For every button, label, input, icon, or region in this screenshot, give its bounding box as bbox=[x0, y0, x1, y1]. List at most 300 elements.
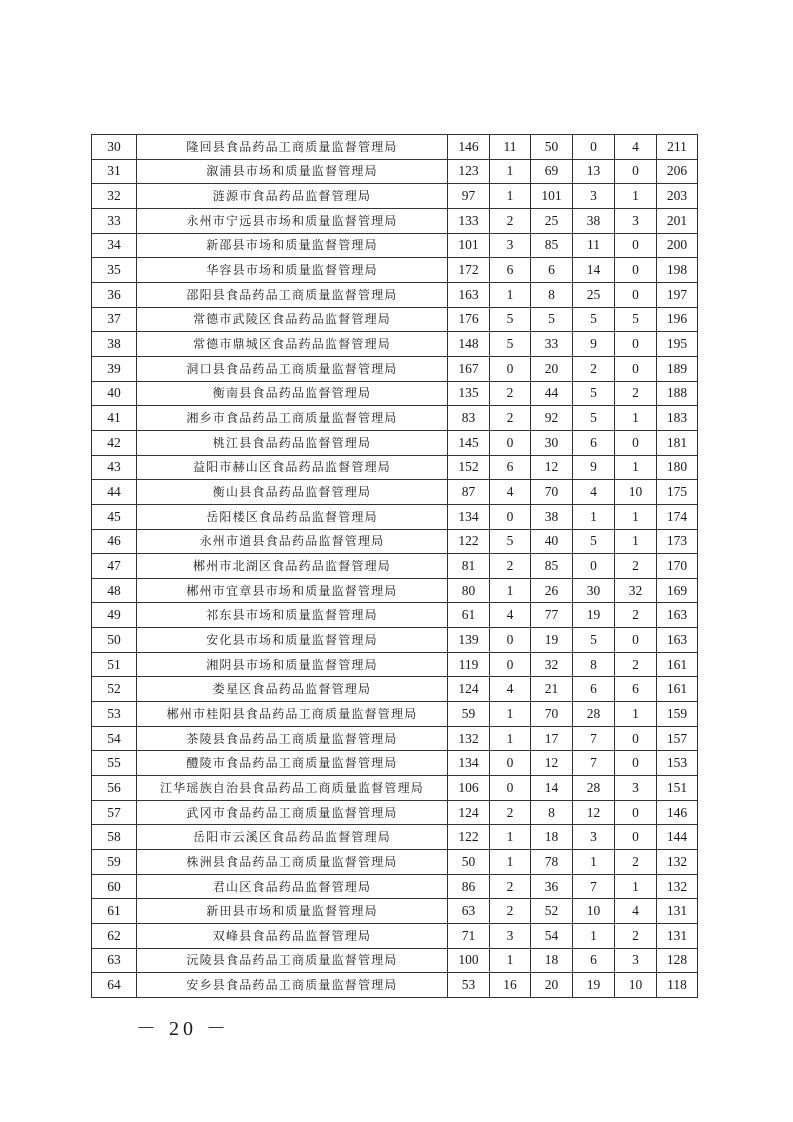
table-row bbox=[92, 455, 698, 480]
table-row bbox=[92, 307, 698, 332]
cell-col-e: 1 bbox=[615, 184, 657, 209]
cell-col-c: 12 bbox=[531, 455, 573, 480]
cell-col-c: 8 bbox=[531, 800, 573, 825]
cell-col-d: 2 bbox=[573, 356, 615, 381]
cell-col-b: 1 bbox=[490, 159, 531, 184]
cell-agency-name: 安化县市场和质量监督管理局 bbox=[137, 628, 448, 653]
cell-col-c: 20 bbox=[531, 973, 573, 998]
cell-col-b: 0 bbox=[490, 356, 531, 381]
cell-col-d: 28 bbox=[573, 702, 615, 727]
cell-col-c: 70 bbox=[531, 480, 573, 505]
table-row bbox=[92, 628, 698, 653]
cell-col-a: 134 bbox=[448, 751, 490, 776]
cell-total: 131 bbox=[657, 924, 698, 949]
cell-row-index: 54 bbox=[92, 726, 137, 751]
cell-row-index: 47 bbox=[92, 554, 137, 579]
cell-col-c: 19 bbox=[531, 628, 573, 653]
cell-total: 196 bbox=[657, 307, 698, 332]
cell-col-a: 167 bbox=[448, 356, 490, 381]
cell-col-c: 32 bbox=[531, 652, 573, 677]
cell-col-c: 85 bbox=[531, 233, 573, 258]
cell-col-b: 1 bbox=[490, 726, 531, 751]
cell-col-e: 3 bbox=[615, 776, 657, 801]
cell-col-b: 2 bbox=[490, 381, 531, 406]
cell-row-index: 57 bbox=[92, 800, 137, 825]
cell-row-index: 42 bbox=[92, 430, 137, 455]
cell-col-b: 0 bbox=[490, 628, 531, 653]
cell-row-index: 45 bbox=[92, 504, 137, 529]
cell-col-a: 83 bbox=[448, 406, 490, 431]
cell-total: 159 bbox=[657, 702, 698, 727]
cell-row-index: 53 bbox=[92, 702, 137, 727]
cell-agency-name: 江华瑶族自治县食品药品工商质量监督管理局 bbox=[137, 776, 448, 801]
cell-col-a: 122 bbox=[448, 825, 490, 850]
cell-agency-name: 新田县市场和质量监督管理局 bbox=[137, 899, 448, 924]
table-row bbox=[92, 948, 698, 973]
cell-agency-name: 永州市道县食品药品监督管理局 bbox=[137, 529, 448, 554]
cell-col-e: 1 bbox=[615, 702, 657, 727]
cell-total: 195 bbox=[657, 332, 698, 357]
cell-row-index: 60 bbox=[92, 874, 137, 899]
cell-col-b: 0 bbox=[490, 430, 531, 455]
cell-col-e: 1 bbox=[615, 874, 657, 899]
cell-col-c: 52 bbox=[531, 899, 573, 924]
cell-col-b: 2 bbox=[490, 406, 531, 431]
table-body bbox=[92, 135, 698, 998]
cell-col-b: 1 bbox=[490, 184, 531, 209]
cell-agency-name: 君山区食品药品监督管理局 bbox=[137, 874, 448, 899]
cell-col-a: 124 bbox=[448, 800, 490, 825]
cell-col-d: 6 bbox=[573, 430, 615, 455]
table-row bbox=[92, 726, 698, 751]
cell-col-e: 2 bbox=[615, 554, 657, 579]
cell-total: 173 bbox=[657, 529, 698, 554]
table-row bbox=[92, 381, 698, 406]
cell-row-index: 31 bbox=[92, 159, 137, 184]
cell-total: 201 bbox=[657, 208, 698, 233]
cell-col-d: 0 bbox=[573, 554, 615, 579]
table-row bbox=[92, 430, 698, 455]
cell-total: 198 bbox=[657, 258, 698, 283]
cell-col-d: 1 bbox=[573, 504, 615, 529]
cell-col-d: 5 bbox=[573, 529, 615, 554]
cell-col-c: 26 bbox=[531, 578, 573, 603]
table-row bbox=[92, 332, 698, 357]
cell-row-index: 50 bbox=[92, 628, 137, 653]
cell-col-a: 100 bbox=[448, 948, 490, 973]
cell-col-a: 119 bbox=[448, 652, 490, 677]
cell-col-d: 3 bbox=[573, 184, 615, 209]
cell-col-d: 7 bbox=[573, 874, 615, 899]
cell-agency-name: 洞口县食品药品工商质量监督管理局 bbox=[137, 356, 448, 381]
cell-agency-name: 郴州市桂阳县食品药品工商质量监督管理局 bbox=[137, 702, 448, 727]
cell-agency-name: 常德市鼎城区食品药品监督管理局 bbox=[137, 332, 448, 357]
table-row bbox=[92, 776, 698, 801]
cell-col-d: 4 bbox=[573, 480, 615, 505]
cell-col-c: 69 bbox=[531, 159, 573, 184]
cell-agency-name: 益阳市赫山区食品药品监督管理局 bbox=[137, 455, 448, 480]
table-row bbox=[92, 751, 698, 776]
cell-agency-name: 邵阳县食品药品工商质量监督管理局 bbox=[137, 282, 448, 307]
cell-col-e: 3 bbox=[615, 948, 657, 973]
cell-total: 163 bbox=[657, 628, 698, 653]
cell-total: 211 bbox=[657, 135, 698, 160]
cell-col-c: 21 bbox=[531, 677, 573, 702]
table-row bbox=[92, 258, 698, 283]
cell-total: 200 bbox=[657, 233, 698, 258]
cell-col-c: 25 bbox=[531, 208, 573, 233]
cell-col-b: 0 bbox=[490, 504, 531, 529]
cell-col-e: 6 bbox=[615, 677, 657, 702]
page-number: － 20 － bbox=[136, 1018, 230, 1040]
cell-total: 163 bbox=[657, 603, 698, 628]
cell-col-c: 85 bbox=[531, 554, 573, 579]
cell-col-b: 5 bbox=[490, 529, 531, 554]
cell-col-a: 59 bbox=[448, 702, 490, 727]
cell-col-c: 54 bbox=[531, 924, 573, 949]
cell-col-c: 101 bbox=[531, 184, 573, 209]
cell-col-d: 0 bbox=[573, 135, 615, 160]
cell-col-a: 123 bbox=[448, 159, 490, 184]
cell-col-d: 28 bbox=[573, 776, 615, 801]
cell-col-a: 63 bbox=[448, 899, 490, 924]
cell-total: 161 bbox=[657, 677, 698, 702]
cell-row-index: 30 bbox=[92, 135, 137, 160]
cell-col-a: 87 bbox=[448, 480, 490, 505]
cell-agency-name: 株洲县食品药品工商质量监督管理局 bbox=[137, 850, 448, 875]
cell-col-a: 145 bbox=[448, 430, 490, 455]
cell-col-d: 5 bbox=[573, 381, 615, 406]
cell-col-a: 61 bbox=[448, 603, 490, 628]
table-row bbox=[92, 899, 698, 924]
cell-agency-name: 醴陵市食品药品工商质量监督管理局 bbox=[137, 751, 448, 776]
cell-total: 197 bbox=[657, 282, 698, 307]
cell-col-a: 101 bbox=[448, 233, 490, 258]
cell-col-e: 4 bbox=[615, 899, 657, 924]
cell-col-d: 5 bbox=[573, 307, 615, 332]
cell-col-e: 0 bbox=[615, 800, 657, 825]
cell-col-b: 0 bbox=[490, 776, 531, 801]
cell-total: 169 bbox=[657, 578, 698, 603]
cell-agency-name: 岳阳市云溪区食品药品监督管理局 bbox=[137, 825, 448, 850]
table-row bbox=[92, 135, 698, 160]
cell-col-e: 1 bbox=[615, 504, 657, 529]
cell-total: 132 bbox=[657, 874, 698, 899]
cell-col-d: 13 bbox=[573, 159, 615, 184]
table-row bbox=[92, 406, 698, 431]
table-row bbox=[92, 677, 698, 702]
cell-col-a: 148 bbox=[448, 332, 490, 357]
cell-col-a: 132 bbox=[448, 726, 490, 751]
cell-col-a: 122 bbox=[448, 529, 490, 554]
cell-col-e: 0 bbox=[615, 825, 657, 850]
cell-col-e: 0 bbox=[615, 332, 657, 357]
cell-col-e: 0 bbox=[615, 430, 657, 455]
cell-col-c: 12 bbox=[531, 751, 573, 776]
cell-col-a: 53 bbox=[448, 973, 490, 998]
cell-col-a: 80 bbox=[448, 578, 490, 603]
cell-col-b: 6 bbox=[490, 455, 531, 480]
cell-col-d: 25 bbox=[573, 282, 615, 307]
cell-row-index: 44 bbox=[92, 480, 137, 505]
cell-total: 183 bbox=[657, 406, 698, 431]
cell-col-c: 5 bbox=[531, 307, 573, 332]
cell-col-a: 135 bbox=[448, 381, 490, 406]
cell-col-a: 81 bbox=[448, 554, 490, 579]
cell-agency-name: 永州市宁远县市场和质量监督管理局 bbox=[137, 208, 448, 233]
cell-col-a: 97 bbox=[448, 184, 490, 209]
cell-agency-name: 隆回县食品药品工商质量监督管理局 bbox=[137, 135, 448, 160]
cell-total: 157 bbox=[657, 726, 698, 751]
cell-col-e: 1 bbox=[615, 455, 657, 480]
table-row bbox=[92, 184, 698, 209]
cell-total: 144 bbox=[657, 825, 698, 850]
cell-total: 181 bbox=[657, 430, 698, 455]
cell-col-b: 1 bbox=[490, 825, 531, 850]
cell-total: 118 bbox=[657, 973, 698, 998]
cell-col-e: 32 bbox=[615, 578, 657, 603]
cell-col-e: 4 bbox=[615, 135, 657, 160]
cell-col-b: 1 bbox=[490, 948, 531, 973]
cell-col-c: 92 bbox=[531, 406, 573, 431]
table-row bbox=[92, 480, 698, 505]
cell-agency-name: 新邵县市场和质量监督管理局 bbox=[137, 233, 448, 258]
cell-row-index: 43 bbox=[92, 455, 137, 480]
cell-col-c: 20 bbox=[531, 356, 573, 381]
cell-agency-name: 茶陵县食品药品工商质量监督管理局 bbox=[137, 726, 448, 751]
cell-col-c: 14 bbox=[531, 776, 573, 801]
cell-col-d: 6 bbox=[573, 948, 615, 973]
cell-agency-name: 衡南县食品药品监督管理局 bbox=[137, 381, 448, 406]
ranking-table bbox=[91, 134, 698, 998]
cell-col-d: 12 bbox=[573, 800, 615, 825]
cell-col-e: 3 bbox=[615, 208, 657, 233]
cell-total: 188 bbox=[657, 381, 698, 406]
table-row bbox=[92, 973, 698, 998]
cell-col-b: 5 bbox=[490, 307, 531, 332]
cell-col-b: 0 bbox=[490, 751, 531, 776]
cell-agency-name: 娄星区食品药品监督管理局 bbox=[137, 677, 448, 702]
cell-col-b: 5 bbox=[490, 332, 531, 357]
cell-col-e: 2 bbox=[615, 381, 657, 406]
cell-row-index: 32 bbox=[92, 184, 137, 209]
cell-total: 146 bbox=[657, 800, 698, 825]
cell-col-c: 33 bbox=[531, 332, 573, 357]
cell-col-c: 77 bbox=[531, 603, 573, 628]
cell-row-index: 41 bbox=[92, 406, 137, 431]
cell-col-d: 5 bbox=[573, 628, 615, 653]
cell-col-c: 50 bbox=[531, 135, 573, 160]
cell-col-a: 146 bbox=[448, 135, 490, 160]
cell-col-e: 0 bbox=[615, 233, 657, 258]
cell-row-index: 58 bbox=[92, 825, 137, 850]
table-row bbox=[92, 554, 698, 579]
cell-col-b: 4 bbox=[490, 480, 531, 505]
cell-col-b: 2 bbox=[490, 800, 531, 825]
cell-col-b: 3 bbox=[490, 233, 531, 258]
cell-col-b: 1 bbox=[490, 702, 531, 727]
cell-col-b: 3 bbox=[490, 924, 531, 949]
cell-col-b: 6 bbox=[490, 258, 531, 283]
cell-col-d: 10 bbox=[573, 899, 615, 924]
cell-row-index: 34 bbox=[92, 233, 137, 258]
table-row bbox=[92, 825, 698, 850]
cell-col-c: 17 bbox=[531, 726, 573, 751]
cell-row-index: 36 bbox=[92, 282, 137, 307]
cell-col-b: 2 bbox=[490, 899, 531, 924]
cell-agency-name: 郴州市北湖区食品药品监督管理局 bbox=[137, 554, 448, 579]
table-row bbox=[92, 924, 698, 949]
table-row bbox=[92, 652, 698, 677]
cell-total: 180 bbox=[657, 455, 698, 480]
cell-total: 175 bbox=[657, 480, 698, 505]
table-row bbox=[92, 233, 698, 258]
cell-col-d: 3 bbox=[573, 825, 615, 850]
cell-col-c: 18 bbox=[531, 948, 573, 973]
cell-col-d: 9 bbox=[573, 332, 615, 357]
cell-col-b: 1 bbox=[490, 282, 531, 307]
table-row bbox=[92, 356, 698, 381]
cell-col-b: 1 bbox=[490, 578, 531, 603]
cell-agency-name: 岳阳楼区食品药品监督管理局 bbox=[137, 504, 448, 529]
table-row bbox=[92, 850, 698, 875]
cell-col-c: 78 bbox=[531, 850, 573, 875]
cell-col-d: 8 bbox=[573, 652, 615, 677]
cell-col-d: 14 bbox=[573, 258, 615, 283]
cell-total: 161 bbox=[657, 652, 698, 677]
cell-row-index: 56 bbox=[92, 776, 137, 801]
cell-total: 153 bbox=[657, 751, 698, 776]
table-row bbox=[92, 282, 698, 307]
cell-col-b: 11 bbox=[490, 135, 531, 160]
cell-col-d: 19 bbox=[573, 973, 615, 998]
table-row bbox=[92, 603, 698, 628]
cell-col-a: 176 bbox=[448, 307, 490, 332]
cell-col-d: 11 bbox=[573, 233, 615, 258]
cell-agency-name: 祁东县市场和质量监督管理局 bbox=[137, 603, 448, 628]
cell-col-e: 5 bbox=[615, 307, 657, 332]
cell-col-b: 2 bbox=[490, 874, 531, 899]
cell-col-d: 5 bbox=[573, 406, 615, 431]
cell-agency-name: 湘乡市食品药品工商质量监督管理局 bbox=[137, 406, 448, 431]
cell-col-c: 70 bbox=[531, 702, 573, 727]
cell-row-index: 48 bbox=[92, 578, 137, 603]
cell-col-e: 0 bbox=[615, 258, 657, 283]
cell-col-e: 0 bbox=[615, 159, 657, 184]
cell-agency-name: 武冈市食品药品工商质量监督管理局 bbox=[137, 800, 448, 825]
table-row bbox=[92, 529, 698, 554]
cell-col-a: 163 bbox=[448, 282, 490, 307]
cell-col-c: 40 bbox=[531, 529, 573, 554]
cell-agency-name: 溆浦县市场和质量监督管理局 bbox=[137, 159, 448, 184]
cell-row-index: 49 bbox=[92, 603, 137, 628]
cell-row-index: 52 bbox=[92, 677, 137, 702]
cell-col-e: 0 bbox=[615, 726, 657, 751]
cell-total: 132 bbox=[657, 850, 698, 875]
cell-col-b: 2 bbox=[490, 554, 531, 579]
cell-row-index: 55 bbox=[92, 751, 137, 776]
cell-col-c: 38 bbox=[531, 504, 573, 529]
cell-col-d: 38 bbox=[573, 208, 615, 233]
cell-agency-name: 桃江县食品药品监督管理局 bbox=[137, 430, 448, 455]
cell-col-e: 2 bbox=[615, 850, 657, 875]
cell-col-e: 0 bbox=[615, 628, 657, 653]
cell-agency-name: 华容县市场和质量监督管理局 bbox=[137, 258, 448, 283]
cell-col-e: 1 bbox=[615, 529, 657, 554]
table-row bbox=[92, 874, 698, 899]
cell-col-d: 1 bbox=[573, 850, 615, 875]
cell-agency-name: 湘阴县市场和质量监督管理局 bbox=[137, 652, 448, 677]
cell-col-a: 86 bbox=[448, 874, 490, 899]
cell-col-c: 30 bbox=[531, 430, 573, 455]
cell-row-index: 40 bbox=[92, 381, 137, 406]
cell-col-c: 8 bbox=[531, 282, 573, 307]
cell-col-e: 0 bbox=[615, 356, 657, 381]
cell-agency-name: 郴州市宜章县市场和质量监督管理局 bbox=[137, 578, 448, 603]
cell-agency-name: 衡山县食品药品监督管理局 bbox=[137, 480, 448, 505]
cell-total: 151 bbox=[657, 776, 698, 801]
cell-col-a: 133 bbox=[448, 208, 490, 233]
cell-col-e: 1 bbox=[615, 406, 657, 431]
cell-col-a: 139 bbox=[448, 628, 490, 653]
cell-col-b: 2 bbox=[490, 208, 531, 233]
cell-col-b: 4 bbox=[490, 603, 531, 628]
cell-row-index: 59 bbox=[92, 850, 137, 875]
table-row bbox=[92, 159, 698, 184]
cell-col-c: 6 bbox=[531, 258, 573, 283]
cell-col-a: 172 bbox=[448, 258, 490, 283]
cell-agency-name: 沅陵县食品药品工商质量监督管理局 bbox=[137, 948, 448, 973]
table-row bbox=[92, 702, 698, 727]
cell-row-index: 61 bbox=[92, 899, 137, 924]
cell-col-d: 9 bbox=[573, 455, 615, 480]
cell-total: 128 bbox=[657, 948, 698, 973]
cell-row-index: 33 bbox=[92, 208, 137, 233]
cell-col-d: 1 bbox=[573, 924, 615, 949]
cell-col-e: 2 bbox=[615, 652, 657, 677]
cell-col-d: 7 bbox=[573, 726, 615, 751]
cell-col-e: 2 bbox=[615, 924, 657, 949]
cell-total: 189 bbox=[657, 356, 698, 381]
table-row bbox=[92, 208, 698, 233]
cell-agency-name: 安乡县食品药品工商质量监督管理局 bbox=[137, 973, 448, 998]
cell-col-c: 44 bbox=[531, 381, 573, 406]
cell-total: 203 bbox=[657, 184, 698, 209]
cell-col-a: 152 bbox=[448, 455, 490, 480]
cell-col-a: 71 bbox=[448, 924, 490, 949]
cell-row-index: 35 bbox=[92, 258, 137, 283]
cell-row-index: 63 bbox=[92, 948, 137, 973]
cell-total: 131 bbox=[657, 899, 698, 924]
cell-row-index: 37 bbox=[92, 307, 137, 332]
cell-col-b: 1 bbox=[490, 850, 531, 875]
cell-total: 206 bbox=[657, 159, 698, 184]
cell-col-b: 4 bbox=[490, 677, 531, 702]
cell-col-e: 2 bbox=[615, 603, 657, 628]
cell-row-index: 39 bbox=[92, 356, 137, 381]
cell-col-d: 7 bbox=[573, 751, 615, 776]
cell-col-a: 50 bbox=[448, 850, 490, 875]
cell-col-a: 134 bbox=[448, 504, 490, 529]
cell-agency-name: 涟源市食品药品监督管理局 bbox=[137, 184, 448, 209]
cell-col-a: 124 bbox=[448, 677, 490, 702]
cell-row-index: 64 bbox=[92, 973, 137, 998]
cell-col-d: 19 bbox=[573, 603, 615, 628]
cell-row-index: 46 bbox=[92, 529, 137, 554]
cell-total: 174 bbox=[657, 504, 698, 529]
cell-total: 170 bbox=[657, 554, 698, 579]
table-row bbox=[92, 800, 698, 825]
